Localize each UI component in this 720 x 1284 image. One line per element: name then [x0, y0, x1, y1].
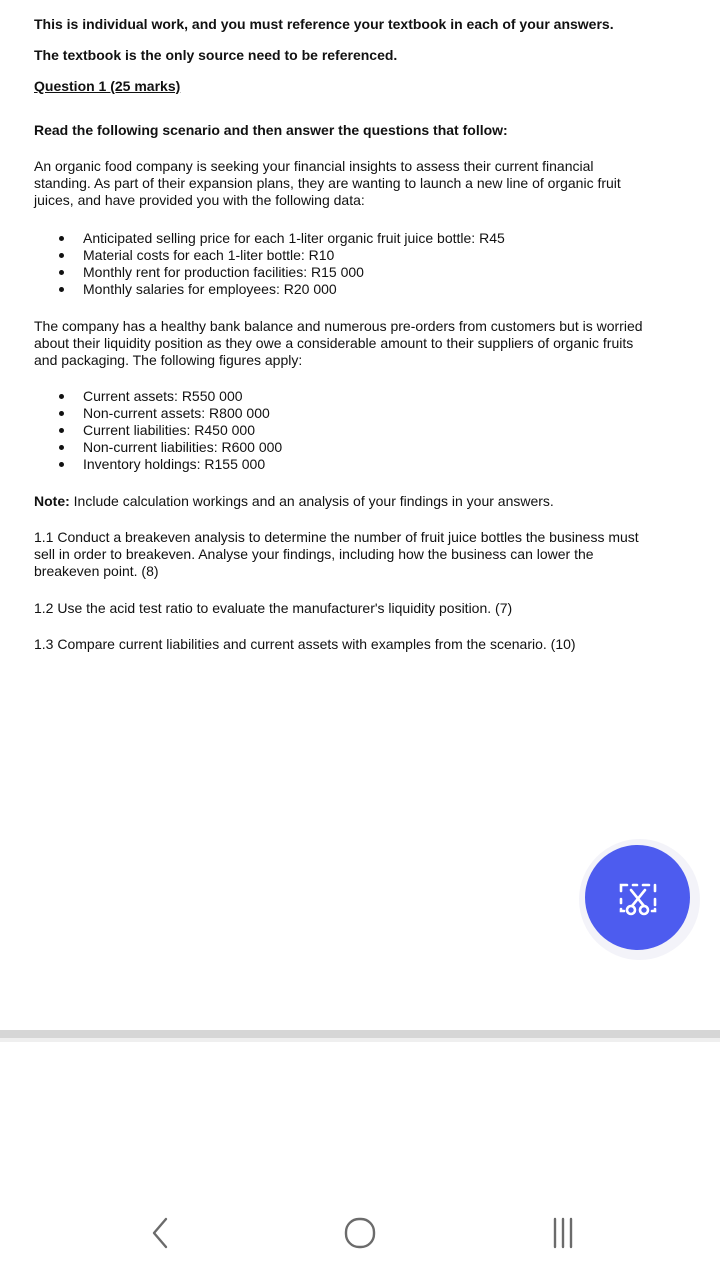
liquidity-paragraph: The company has a healthy bank balance and numerous pre-orders from customers but is worried about their liquidity position as they owe a considerable amount to their suppliers of organic fruits and packaging. The following figures apply:: [34, 318, 643, 368]
list-item: Current liabilities: R450 000: [54, 422, 282, 439]
note-line: [34, 493, 554, 510]
screenshot-capture-button[interactable]: [585, 845, 690, 950]
instruction-line-textbook-source: The textbook is the only source need to be referenced.: [34, 47, 398, 63]
panel-divider: [0, 1030, 720, 1038]
panel-divider-shadow: [0, 1038, 720, 1042]
list-item: Non-current assets: R800 000: [54, 405, 282, 422]
home-circle-icon: [340, 1215, 380, 1251]
list-item: Monthly rent for production facilities: R15 000: [54, 264, 505, 281]
system-navigation-bar: [0, 1195, 720, 1275]
data-bullet-list: [54, 230, 505, 298]
list-item: Non-current liabilities: R600 000: [54, 439, 282, 456]
list-item: Inventory holdings: R155 000: [54, 456, 282, 473]
list-item: Monthly salaries for employees: R20 000: [54, 281, 505, 298]
note-label: Note:: [34, 493, 70, 509]
list-item: Anticipated selling price for each 1-liter organic fruit juice bottle: R45: [54, 230, 505, 247]
instruction-line-individual-work: This is individual work, and you must reference your textbook in each of your answers.: [34, 16, 614, 32]
question-title: Question 1 (25 marks): [34, 78, 181, 94]
home-button[interactable]: [330, 1213, 390, 1253]
question-1-3: 1.3 Compare current liabilities and current assets with examples from the scenario. (10): [34, 636, 576, 652]
figures-bullet-list: [54, 388, 282, 473]
recent-apps-icon: [543, 1215, 583, 1251]
screenshot-scissors-icon: [613, 873, 663, 923]
recent-apps-button[interactable]: [533, 1213, 593, 1253]
back-button[interactable]: [130, 1213, 190, 1253]
question-1-2: 1.2 Use the acid test ratio to evaluate the manufacturer's liquidity position. (7): [34, 600, 513, 616]
list-item: Current assets: R550 000: [54, 388, 282, 405]
list-item: Material costs for each 1-liter bottle: R10: [54, 247, 505, 264]
intro-paragraph: An organic food company is seeking your financial insights to assess their current financial standing. As part of their expansion plans, they are wanting to launch a new line of organic fruit juices, and have provided you with the following data:: [34, 158, 621, 208]
note-text: Include calculation workings and an analysis of your findings in your answers.: [69, 493, 554, 509]
scenario-instruction: Read the following scenario and then answer the questions that follow:: [34, 122, 508, 138]
question-1-1: 1.1 Conduct a breakeven analysis to determine the number of fruit juice bottles the business must sell in order to breakeven. Analyse your findings, including how the business can lower the breakeven point. (8): [34, 529, 639, 579]
back-chevron-icon: [145, 1215, 175, 1251]
